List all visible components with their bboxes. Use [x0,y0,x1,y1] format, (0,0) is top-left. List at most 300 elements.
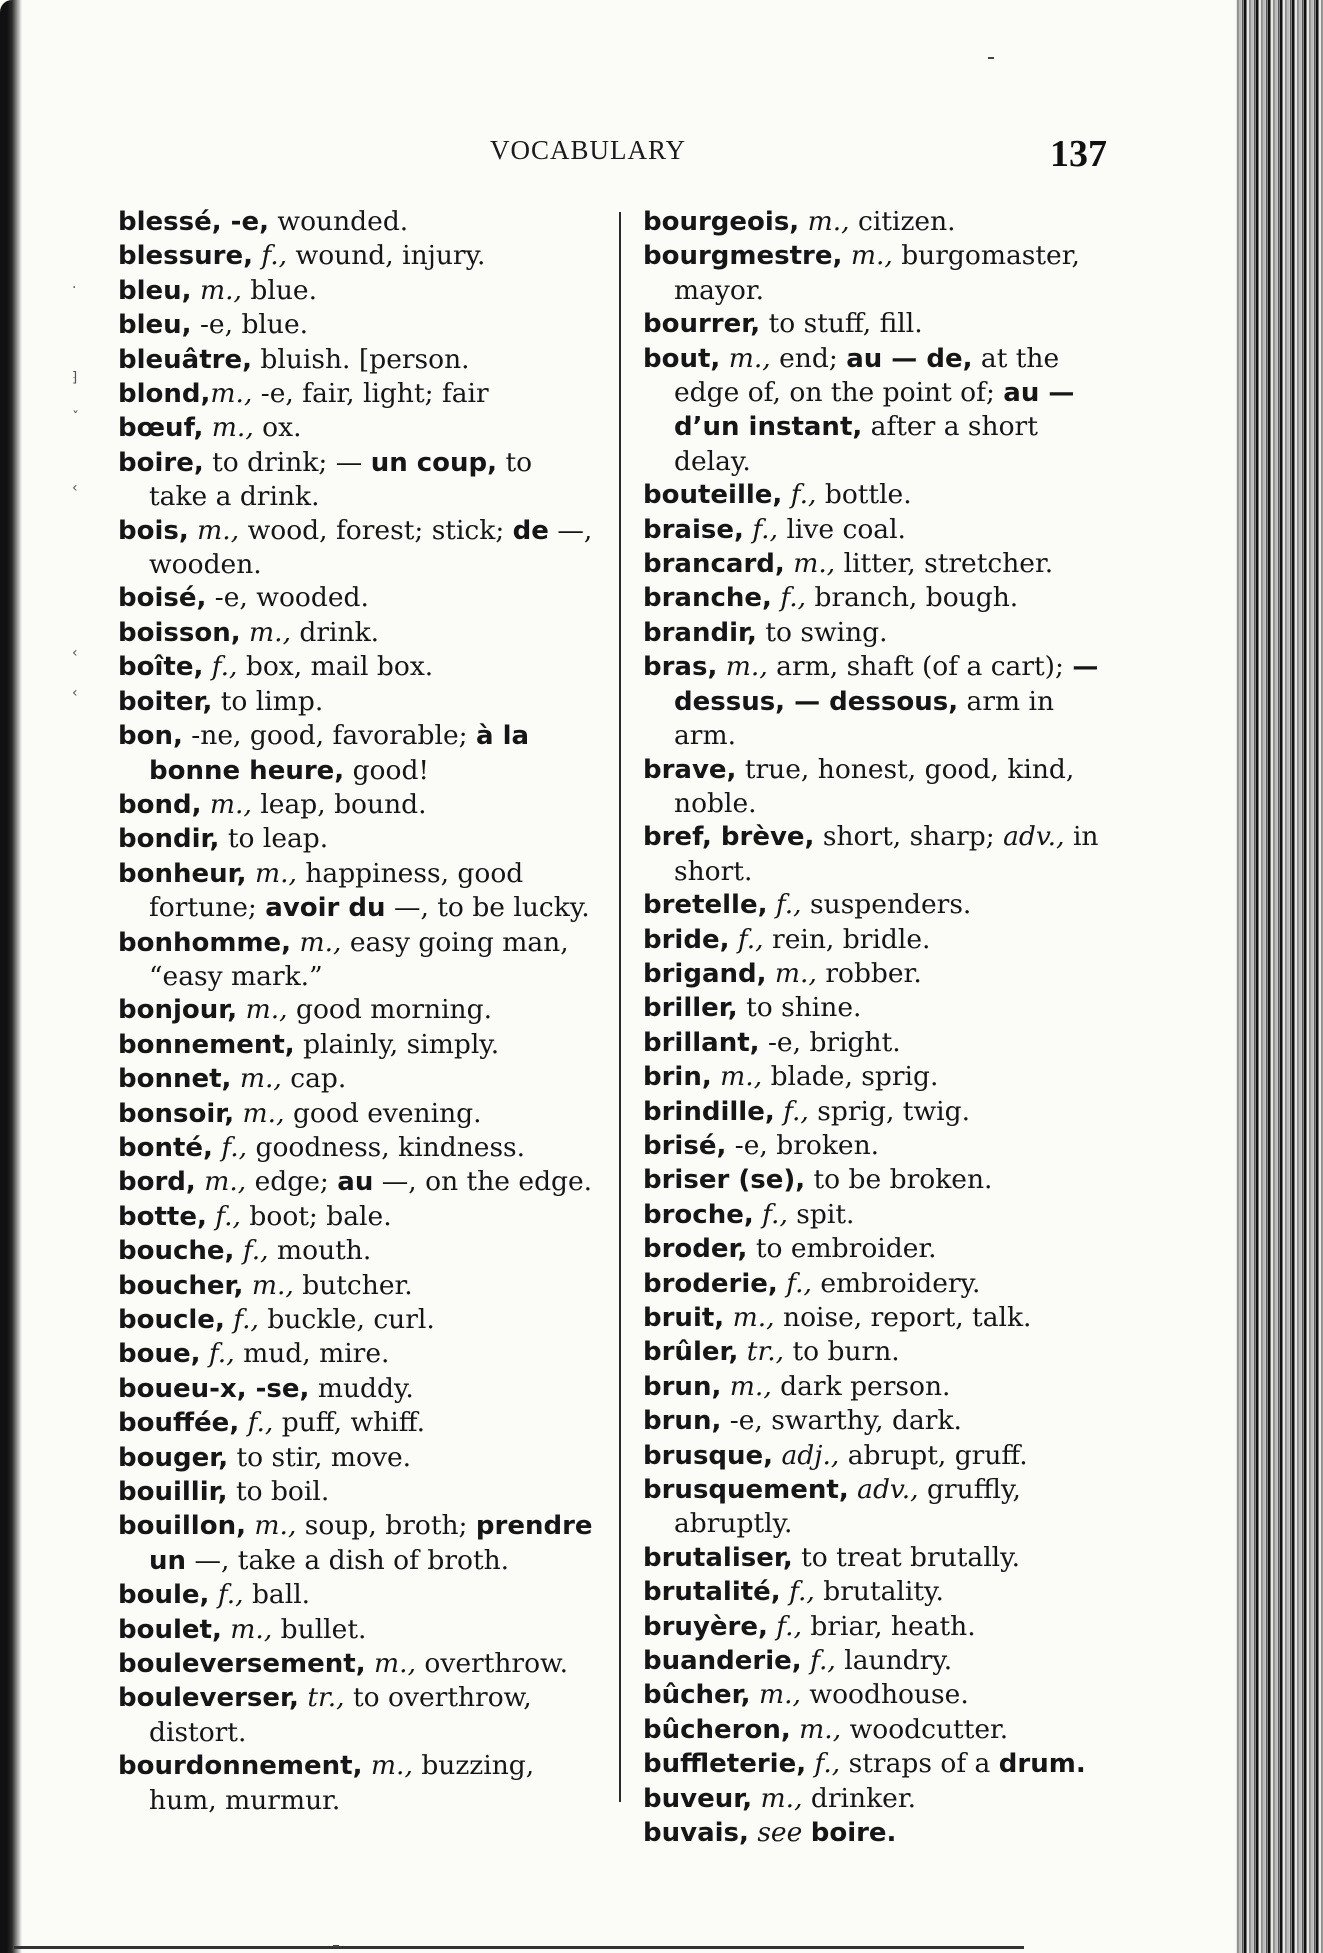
entry-definition: boot; bale. [240,1200,392,1232]
entry-phrase: drum. [998,1749,1086,1780]
entry-grammar: m., [243,1269,294,1301]
entry-grammar: f., [767,889,802,921]
entry-grammar: m., [203,412,254,444]
entry-definition: dark person. [771,1370,951,1402]
entry-definition: at the edge of, on the point of; [674,342,1060,409]
entry-phrase: au — de, [846,343,973,374]
entry-headword: bonté, [118,1132,213,1163]
entry-definition: straps of a [840,1748,999,1780]
vocab-entry [118,239,594,273]
entry-definition: embroidery. [811,1267,981,1299]
entry-definition: overthrow. [416,1648,568,1680]
entry-headword: bourrer, [643,309,761,340]
entry-grammar: m., [234,1097,285,1129]
entry-definition: fair [441,378,489,410]
vocab-entry [643,650,1117,752]
entry-headword: bouleverser, [118,1683,299,1714]
vocab-entry [643,205,1117,239]
vocab-entry [118,926,594,994]
entry-definition: butcher. [293,1269,413,1301]
entry-headword: brusque, [643,1440,774,1471]
entry-grammar: f., [774,1095,809,1127]
vocab-entry [643,1060,1117,1094]
entry-headword: brillant, [643,1027,760,1058]
entry-definition: to be broken. [805,1164,993,1196]
entry-definition: —, wooden. [149,514,593,581]
entry-definition: noise, report, talk. [774,1302,1032,1333]
entry-definition: woodcutter. [841,1713,1009,1745]
entry-headword: brutalité, [643,1577,781,1608]
vocab-entry [118,1097,594,1131]
entry-headword: boue, [118,1339,201,1370]
entry-headword: buanderie, [643,1646,802,1677]
vocab-entry [118,1337,594,1371]
entry-definition [802,1817,810,1848]
vocab-entry [118,1200,594,1234]
entry-grammar: m., [291,926,342,958]
vocab-entry [643,513,1117,547]
page-number: 137 [1050,133,1107,175]
entry-headword: branche, [643,583,772,614]
vocab-entry [118,1613,594,1647]
entry-definition: to boil. [227,1476,330,1508]
entry-grammar: m., [231,1063,282,1095]
vocab-entry [118,788,594,822]
entry-headword: buvais, [643,1818,749,1849]
column-divider [619,212,621,1802]
entry-grammar: m., [365,1648,416,1680]
entry-definition: wound, injury. [287,240,486,272]
entry-definition: robber. [816,957,922,989]
entry-definition: to drink; — [203,446,371,478]
vocab-entry [118,650,594,684]
vocab-entry [118,1165,594,1199]
entry-definition: briar, heath. [802,1610,976,1642]
entry-definition: ox. [253,412,302,444]
entry-phrase: de [512,515,549,546]
vocab-entry [643,1335,1117,1369]
vocab-entry [118,1303,594,1337]
entry-definition: rein, bridle. [763,923,931,955]
entry-definition: leap, bound. [251,788,427,820]
entry-grammar: m., [784,548,836,580]
entry-definition: happiness, good fortune; [149,857,524,924]
entry-headword: boueu-x, -se, [118,1373,310,1404]
entry-headword: boire, [118,447,204,478]
entry-grammar: m., [799,206,850,237]
entry-grammar: f., [801,1645,836,1677]
entry-definition: litter, stretcher. [835,548,1054,580]
vocab-entry [643,1644,1117,1678]
entry-headword: bleu, [118,310,192,341]
entry-definition: ball. [243,1579,311,1611]
entry-definition: mouth. [268,1235,372,1267]
entry-definition: laundry. [835,1645,953,1677]
entry-headword: brindille, [643,1096,775,1127]
entry-grammar: m., [724,1302,775,1333]
entry-grammar: m., [188,514,240,546]
entry-definition: -e, wooded. [206,582,369,614]
entry-phrase: à la bonne heure, [149,721,530,786]
entry-grammar: m., [790,1713,842,1745]
vocab-entry [118,857,594,926]
entry-definition: -e, bright. [759,1026,901,1058]
entry-headword: bord, [118,1167,196,1198]
entry-headword: bruit, [643,1303,725,1333]
vocab-entry [643,753,1117,821]
entry-definition: drink. [291,616,380,648]
entry-headword: bois, [118,515,189,546]
entry-grammar: f., [212,1131,248,1163]
vocab-entry [643,1404,1117,1438]
entry-grammar: f., [767,1610,802,1642]
right-column [643,205,1117,1851]
entry-headword: bouche, [118,1236,235,1267]
entry-grammar: f., [806,1748,841,1780]
vocab-entry [118,343,594,377]
entry-headword: broder, [643,1234,748,1265]
entry-definition: bullet. [272,1613,367,1645]
entry-grammar: m., [237,994,288,1026]
vocab-entry [118,1234,594,1268]
entry-headword: braise, [643,514,744,545]
entry-headword: bride, [643,924,730,955]
vocab-entry [118,1578,594,1612]
entry-headword: brancard, [643,549,785,580]
entry-headword: bouteille, [643,480,783,511]
entry-grammar: m., [711,1061,763,1093]
entry-grammar: f., [239,1407,274,1439]
entry-definition: blade, sprig. [762,1061,939,1093]
entry-grammar: m., [245,1510,297,1542]
entry-grammar: see [748,1817,803,1849]
vocab-entry [643,1232,1117,1266]
vocab-entry [643,1370,1117,1404]
vocab-entry [643,581,1117,615]
entry-grammar: f., [743,513,779,545]
entry-definition: brutality. [814,1576,944,1608]
entry-definition: soup, broth; [296,1510,476,1542]
entry-definition: cap. [281,1063,347,1095]
entry-headword: bœuf, [118,413,204,444]
entry-grammar: m., [195,1166,247,1198]
entry-headword: brigand, [643,958,767,989]
vocab-entry [643,1473,1117,1541]
entry-definition: short, sharp; [814,821,1004,853]
entry-definition: to leap. [219,823,329,855]
entry-headword: bon, [118,721,183,752]
entry-grammar: m., [191,274,242,306]
entry-headword: bonnet, [118,1064,232,1095]
vocab-entry [118,1131,594,1165]
vocab-entry [643,957,1117,991]
entry-definition: wounded. [268,206,409,237]
entry-grammar: m., [221,1613,273,1645]
entry-phrase: un coup, [370,447,498,478]
vocab-entry [643,820,1117,888]
entry-grammar: adv., [1003,821,1065,853]
entry-headword: bref, brève, [643,822,815,853]
vocab-entry [643,888,1117,922]
entry-headword: bourgeois, [643,207,800,237]
entry-grammar: f., [200,1338,235,1370]
entry-grammar: f., [729,923,764,955]
entry-headword: bruyère, [643,1611,768,1642]
entry-phrase: avoir du [265,893,386,924]
entry-definition: -e, fair, light; [252,378,442,410]
page-left-edge [0,0,22,1953]
entry-definition: buckle, curl. [258,1304,435,1335]
left-column [118,205,594,1817]
entry-definition: to embroider. [747,1233,937,1265]
entry-grammar: f., [209,1579,244,1611]
entry-headword: bouger, [118,1442,229,1473]
vocab-entry [118,581,594,615]
entry-definition: bluish. [person. [251,343,470,375]
vocab-entry [643,342,1117,479]
entry-headword: briller, [643,993,738,1024]
entry-grammar: f., [782,479,817,511]
entry-grammar: m., [362,1750,413,1782]
entry-headword: botte, [118,1201,207,1232]
entry-headword: boule, [118,1580,210,1611]
entry-definition: citizen. [849,206,956,237]
entry-definition: muddy. [309,1372,414,1404]
entry-grammar: m., [720,342,771,374]
vocab-entry [118,822,594,856]
entry-grammar: tr., [738,1336,785,1368]
entry-definition: in short. [674,821,1099,887]
vocab-entry [643,1816,1117,1850]
entry-headword: brun, [643,1406,722,1437]
entry-grammar: f., [252,240,288,272]
entry-definition: easy going man, “easy mark.” [149,926,569,992]
entry-headword: buveur, [643,1783,753,1814]
entry-definition: live coal. [778,513,906,545]
entry-grammar: m., [750,1679,801,1711]
entry-definition: gruffly, abruptly. [674,1474,1021,1540]
entry-grammar: m., [201,788,252,820]
vocab-entry [118,1062,594,1096]
entry-definition: wood, forest; stick; [239,514,513,546]
entry-headword: broderie, [643,1268,778,1299]
entry-grammar: tr., [298,1682,345,1714]
entry-grammar: m., [752,1782,803,1814]
entry-grammar: m., [246,857,297,889]
vocab-entry [643,1439,1117,1473]
vocab-entry [643,1163,1117,1197]
entry-headword: bonsoir, [118,1098,235,1129]
vocab-entry [118,205,594,239]
vocab-entry [643,478,1117,512]
entry-grammar: adv., [848,1474,919,1506]
entry-headword: bouillon, [118,1511,246,1542]
entry-definition: blue. [241,274,317,306]
entry-grammar: f., [753,1198,788,1230]
vocab-entry [643,1026,1117,1060]
entry-definition: buzzing, hum, murmur. [149,1750,535,1816]
vocab-entry [643,1713,1117,1747]
running-head: VOCABULARY [490,135,687,165]
entry-headword: bouleversement, [118,1649,366,1680]
entry-definition: puff, whiff. [273,1407,426,1439]
entry-headword: bleu, [118,275,192,306]
vocab-entry [643,1782,1117,1816]
entry-definition: to overthrow, distort. [149,1682,532,1748]
entry-definition: —, to be lucky. [385,892,590,924]
page-bottom-edge [14,1946,1024,1949]
entry-definition: to swing. [756,616,888,648]
entry-definition: —, take a dish of broth. [186,1544,510,1576]
entry-headword: brin, [643,1062,712,1093]
vocab-entry [643,616,1117,650]
entry-headword: bouillir, [118,1477,228,1508]
entry-headword: brun, [643,1371,722,1402]
entry-definition: —, on the edge. [373,1166,593,1198]
entry-headword: bûcher, [643,1680,751,1711]
entry-definition: to limp. [212,685,324,717]
entry-headword: bond, [118,789,202,820]
vocab-entry [118,1749,594,1817]
entry-definition: box, mail box. [237,651,434,683]
vocab-entry [643,1198,1117,1232]
print-speck [333,1945,339,1947]
vocab-entry [643,1541,1117,1575]
entry-headword: bouffée, [118,1408,240,1439]
entry-headword: buffleterie, [643,1749,807,1780]
entry-definition: drinker. [802,1782,917,1814]
vocab-entry [643,307,1117,341]
entry-headword: broche, [643,1199,754,1230]
vocab-entry [118,1269,594,1303]
entry-phrase: — dessus, — dessous, [674,652,1099,717]
entry-headword: boucher, [118,1270,244,1301]
entry-headword: brutaliser, [643,1542,793,1573]
entry-definition: to treat brutally. [792,1541,1021,1573]
entry-definition: abrupt, gruff. [839,1439,1028,1471]
entry-headword: brisé, [643,1130,727,1161]
entry-definition: end; [770,342,847,374]
entry-definition: mud, mire. [234,1338,390,1370]
entry-definition: branch, bough. [806,582,1019,614]
entry-grammar: f., [224,1304,259,1335]
entry-grammar: m., [766,957,817,989]
entry-headword: bonnement, [118,1029,295,1060]
vocab-entry [118,274,594,308]
entry-definition: goodness, kindness. [247,1131,526,1163]
entry-headword: boîte, [118,652,204,683]
entry-headword: bonhomme, [118,927,292,958]
entry-definition: burgomaster, mayor. [674,240,1080,306]
entry-definition: edge; [246,1166,338,1198]
vocab-entry [643,1301,1117,1335]
entry-phrase: au [337,1167,374,1198]
entry-headword: bout, [643,343,721,374]
entry-headword: brave, [643,754,737,785]
entry-headword: boucle, [118,1305,225,1335]
entry-headword: bleuâtre, [118,344,252,375]
vocab-entry [643,239,1117,307]
vocab-entry [118,1028,594,1062]
entry-definition: plainly, simply. [294,1028,500,1060]
vocab-entry [643,1575,1117,1609]
entry-headword: boisé, [118,583,207,614]
vocab-entry [118,685,594,719]
entry-headword: boisson, [118,617,241,648]
entry-definition: to stir, move. [228,1441,412,1473]
entry-definition: to stuff, fill. [760,308,923,340]
entry-headword: brûler, [643,1337,739,1368]
book-binding-edge [1232,0,1323,1953]
entry-headword: blessure, [118,241,253,272]
entry-headword: bourdonnement, [118,1751,363,1782]
vocab-entry [118,616,594,650]
vocab-entry [643,1095,1117,1129]
entry-grammar: f., [203,651,238,683]
entry-grammar: f., [780,1576,815,1608]
entry-headword: blond, [118,379,211,410]
vocab-entry [118,1441,594,1475]
vocab-entry [118,1406,594,1440]
entry-headword: brandir, [643,617,757,648]
entry-grammar: m., [842,240,893,272]
entry-definition: bottle. [816,479,912,511]
entry-definition: to take a drink. [149,446,533,513]
vocab-entry [118,411,594,445]
entry-grammar: adj., [773,1439,840,1471]
entry-headword: blessé, -e, [118,207,269,237]
entry-definition: arm in arm. [674,685,1055,752]
entry-definition: good! [344,754,430,786]
entry-definition: good morning. [287,994,492,1026]
vocab-entry [118,446,594,514]
entry-definition: after a short delay. [674,411,1038,477]
entry-grammar: f., [777,1267,812,1299]
entry-grammar: f., [206,1200,241,1232]
vocab-entry [643,991,1117,1025]
vocab-entry [118,1475,594,1509]
entry-definition: true, honest, good, kind, noble. [674,753,1075,819]
entry-grammar: m., [210,378,253,410]
entry-definition: arm, shaft (of a cart); [767,651,1073,683]
vocab-entry [643,1678,1117,1712]
entry-headword: bûcheron, [643,1714,791,1745]
entry-definition: -e, blue. [191,309,309,341]
entry-phrase: boire. [810,1818,897,1849]
entry-headword: boiter, [118,686,213,717]
vocab-entry [643,547,1117,581]
vocab-entry [118,1681,594,1749]
entry-headword: bondir, [118,824,220,855]
vocab-entry [118,514,594,582]
entry-definition: good evening. [284,1097,482,1129]
vocab-entry [118,719,594,788]
entry-headword: brusquement, [643,1475,849,1506]
vocab-entry [643,1267,1117,1301]
entry-phrase: prendre un [149,1511,593,1576]
entry-headword: bretelle, [643,890,768,921]
entry-grammar: m., [717,651,768,683]
entry-headword: boulet, [118,1614,222,1645]
entry-definition: suspenders. [801,889,972,921]
entry-grammar: m., [721,1370,772,1402]
entry-grammar: f., [234,1235,269,1267]
entry-headword: briser (se), [643,1165,806,1196]
vocab-entry [643,923,1117,957]
vocab-entry [643,1129,1117,1163]
entry-definition: sprig, twig. [808,1095,970,1127]
entry-definition: spit. [787,1198,855,1230]
